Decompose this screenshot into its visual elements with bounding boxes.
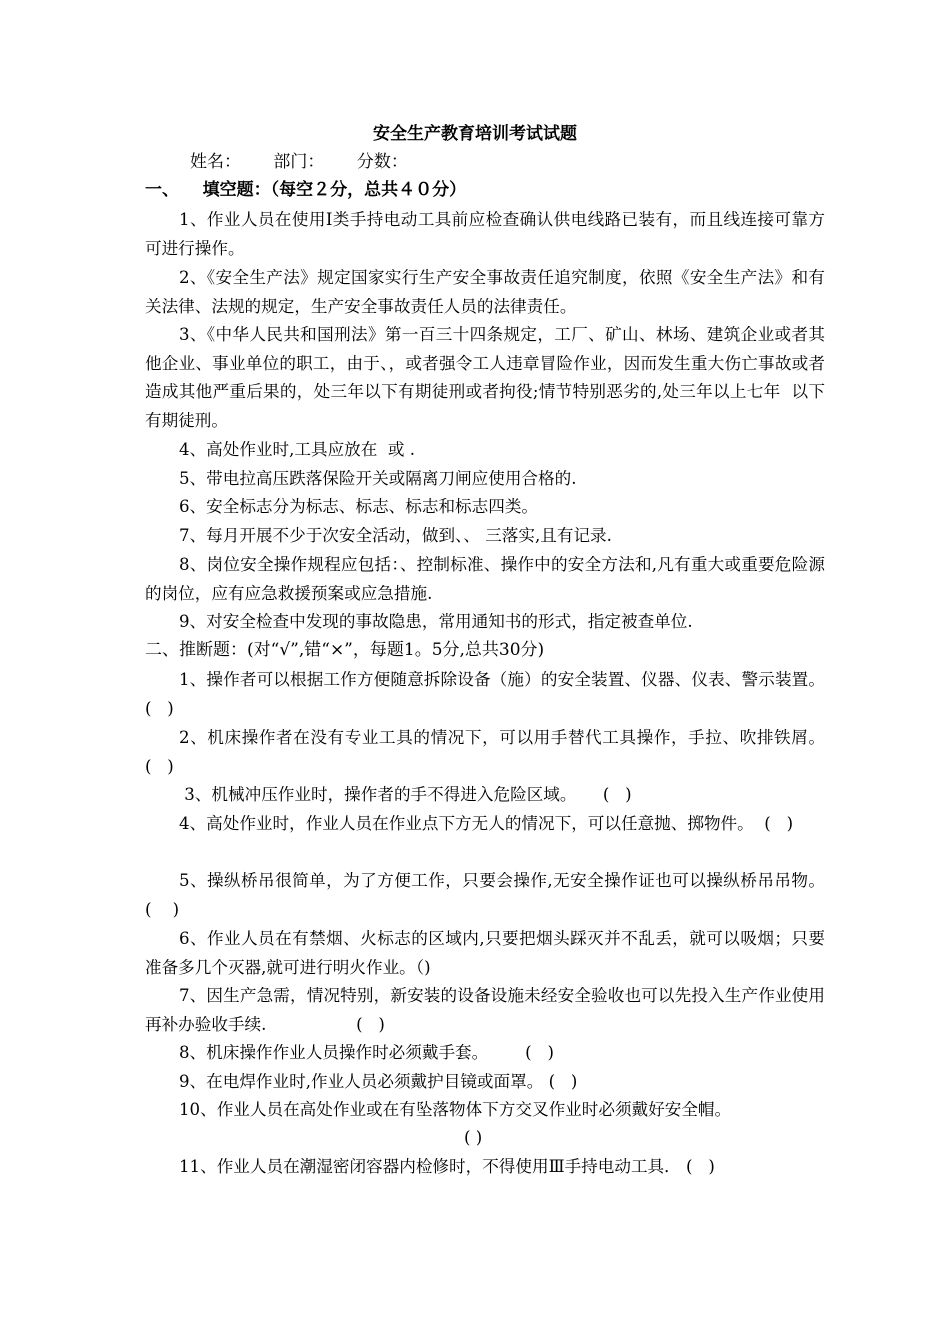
document-title: 安全生产教育培训考试试题: [373, 124, 577, 144]
question-1-3: 3、《中华人民共和国刑法》第一百三十四条规定，工厂、矿山、林场、建筑企业或者其他企业、事业单位的职工，由于、，或者强令工人违章冒险作业，因而发生重大伤亡事故或者造成其他严重后果的，处三年以下有期徒刑或者拘役;情节特别恶劣的,处三年以上七年 以下有期徒刑。: [145, 325, 825, 430]
question-1-8: 8、岗位安全操作规程应包括：、控制标准、操作中的安全方法和,凡有重大或重要危险源的岗位，应有应急救援预案或应急措施.: [145, 555, 825, 603]
question-1-1: 1、作业人员在使用Ⅰ类手持电动工具前应检查确认供电线路已装有，而且线连接可靠方可进行操作。: [145, 210, 825, 258]
question-2-1: 1、操作者可以根据工作方便随意拆除设备（施）的安全装置、仪器、仪表、警示装置。 ( ): [145, 670, 889, 718]
question-2-10: 10、作业人员在高处作业或在有坠落物体下方交叉作业时必须戴好安全帽。: [179, 1100, 732, 1119]
section-1-heading: 一、 填空题：（每空２分，总共４０分）: [145, 180, 467, 200]
question-2-7: 7、因生产急需，情况特别，新安装的设备设施未经安全验收也可以先投入生产作业使用再补办验收手续. ( ): [145, 986, 825, 1034]
question-2-4: 4、高处作业时，作业人员在作业点下方无人的情况下，可以任意抛、掷物件。 ( ): [179, 814, 794, 833]
question-2-8: 8、机床操作作业人员操作时必须戴手套。 ( ): [179, 1043, 554, 1062]
question-1-5: 5、带电拉高压跌落保险开关或隔离刀闸应使用合格的.: [179, 469, 577, 488]
question-2-11: 11、作业人员在潮湿密闭容器内检修时，不得使用Ⅲ手持电动工具． ( ): [179, 1157, 715, 1176]
question-2-10-answer: ( ): [464, 1128, 483, 1147]
question-2-2: 2、机床操作者在没有专业工具的情况下，可以用手替代工具操作，手拉、吹排铁屑。 ( ): [145, 728, 847, 776]
section-2-heading: 二、推断题：(对“√”,错“×”，每题1。5分,总共30分): [145, 640, 545, 660]
question-2-9: 9、在电焊作业时,作业人员必须戴护目镜或面罩。 ( ): [179, 1072, 578, 1091]
question-1-9: 9、对安全检查中发现的事故隐患，常用通知书的形式，指定被查单位.: [179, 612, 693, 631]
info-line: 姓名： 部门： 分数：: [190, 152, 408, 172]
question-2-3: 3、机械冲压作业时，操作者的手不得进入危险区域。 ( ): [179, 785, 632, 804]
question-1-7: 7、每月开展不少于次安全活动，做到、、 三落实,且有记录.: [179, 526, 612, 545]
question-1-2: 2、《安全生产法》规定国家实行生产安全事故责任追究制度，依照《安全生产法》和有关法律、法规的规定，生产安全事故责任人员的法律责任。: [145, 268, 825, 316]
question-2-5: 5、操纵桥吊很简单，为了方便工作，只要会操作,无安全操作证也可以操纵桥吊吊物。 ( ): [145, 871, 894, 919]
question-2-6: 6、作业人员在有禁烟、火标志的区域内,只要把烟头踩灭并不乱丢，就可以吸烟；只要准备多几个灭器,就可进行明火作业。（): [145, 929, 825, 977]
question-1-4: 4、高处作业时,工具应放在 或 .: [179, 440, 416, 459]
question-1-6: 6、安全标志分为标志、标志、标志和标志四类。: [179, 497, 539, 516]
